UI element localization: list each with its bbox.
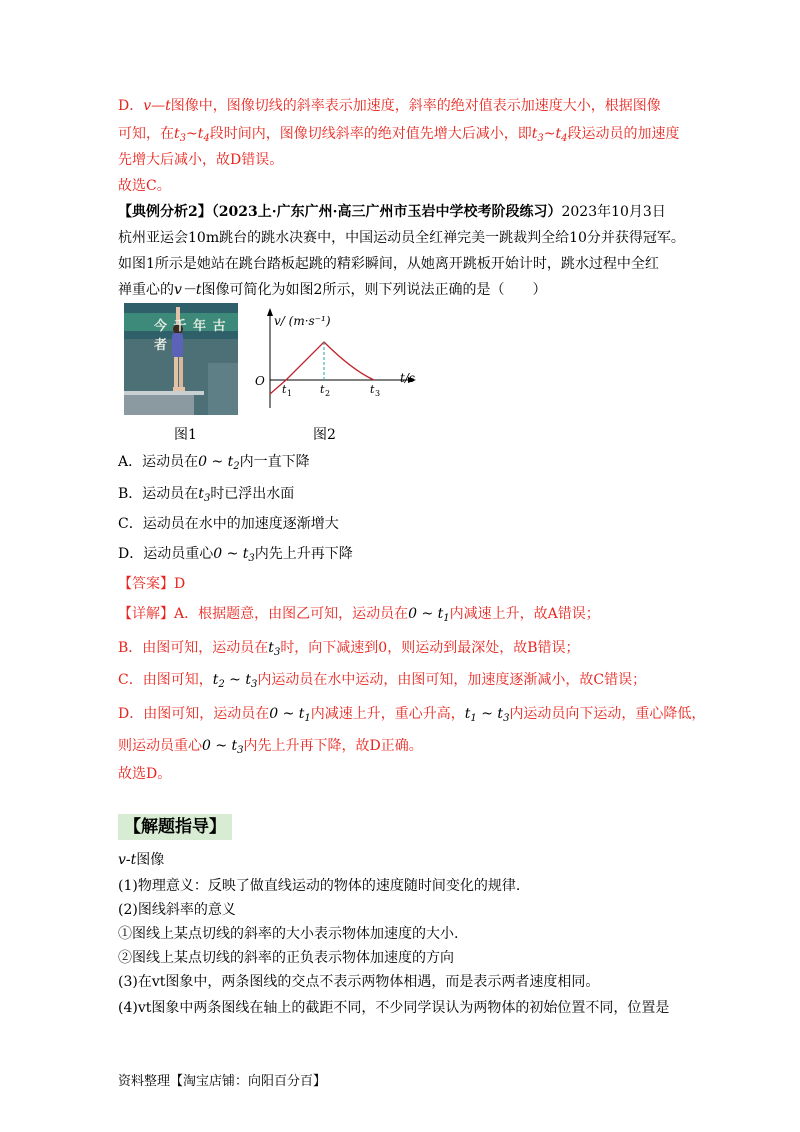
text: 内一直下降 — [239, 454, 310, 470]
time-range: 0 ~ t — [202, 738, 238, 754]
text: ~ — [543, 126, 556, 142]
example-line1 — [118, 202, 666, 222]
subscript: 3 — [203, 493, 211, 504]
subscript: 2 — [233, 461, 240, 472]
t3-subscript: 3 — [375, 389, 381, 398]
footer: 资料整理【淘宝店铺：向阳百分百】 — [118, 1074, 327, 1089]
vt-symbol: v－t — [174, 282, 202, 298]
diver-photo — [124, 303, 238, 415]
text: 则运动员重心 — [118, 738, 202, 754]
option-c: C．运动员在水中的加速度逐渐增大 — [118, 516, 339, 532]
detail-b — [118, 638, 580, 663]
text: 禅重心的 — [118, 282, 174, 298]
height-value: 10m — [188, 230, 220, 246]
t2-subscript: 2 — [325, 389, 331, 398]
vt-symbol: v—t — [143, 98, 171, 114]
x-axis-label: t/s — [400, 371, 416, 385]
text: D． — [118, 98, 144, 114]
prev-explanation-line1 — [118, 96, 661, 116]
guide-item: (2)图线斜率的意义 — [118, 902, 236, 918]
t-symbol: t — [268, 640, 274, 656]
detail-d1 — [118, 704, 705, 729]
t1-subscript: 1 — [287, 389, 293, 398]
text: 可知，在 — [118, 126, 174, 142]
subscript: 2 — [218, 679, 225, 690]
time-range: 0 ~ t — [213, 546, 249, 562]
subscript: 3 — [503, 713, 510, 724]
text: 图像中，图像切线的斜率表示加速度，斜率的绝对值表示加速度大小，根据图像 — [170, 98, 661, 114]
guide-heading: 【解题指导】 — [118, 814, 232, 840]
subscript: 4 — [561, 133, 568, 144]
text: 图像可简化为如图2所示，则下列说法正确的是（ ） — [201, 282, 547, 298]
text: 内运动员向下运动，重心降低， — [509, 706, 706, 722]
text: 跳台的跳水决赛中，中国运动员全红禅完美一跳裁判全给10分并获得冠军。 — [219, 230, 685, 246]
t2-label: t — [320, 383, 325, 396]
y-axis-arrow — [267, 308, 273, 316]
prev-choice: 故选C。 — [118, 178, 171, 194]
option-a — [118, 452, 310, 477]
detail-tag: 【详解】 — [118, 606, 174, 622]
vt-graph — [252, 306, 422, 416]
fig2-caption: 图2 — [313, 427, 336, 443]
detail-d2 — [118, 736, 423, 761]
text: 杭州亚运会 — [118, 230, 188, 246]
t-symbol: t — [555, 126, 562, 142]
time-range: 0 ~ t — [269, 706, 305, 722]
photo-banner-text: 今 千 年 古 者 — [154, 319, 227, 353]
text: A．运动员在 — [118, 454, 199, 470]
time-range: ~ t — [476, 706, 504, 722]
subscript: 3 — [248, 553, 255, 564]
text: 时已浮出水面 — [210, 486, 295, 502]
text: D．由图可知，运动员在 — [118, 706, 270, 722]
option-b — [118, 484, 294, 509]
detail-c — [118, 670, 646, 695]
text: 内先上升再下降，故D正确。 — [243, 738, 423, 754]
vt-symbol: v-t — [118, 852, 137, 868]
text: C．由图可知， — [118, 672, 213, 688]
time-range: 0 ~ t — [198, 454, 234, 470]
guide-item: (1)物理意义：反映了做直线运动的物体的速度随时间变化的规律. — [118, 878, 521, 894]
example-source: （2023上·广东广州·高三广州市玉岩中学校考阶段练习） — [211, 204, 562, 220]
example-tag: 【典例分析2】 — [118, 204, 212, 220]
subscript: 4 — [203, 133, 210, 144]
subscript: 3 — [273, 647, 281, 658]
t-symbol: t — [531, 126, 538, 142]
time-range: 0 ~ t — [408, 606, 444, 622]
subscript: 3 — [237, 745, 244, 756]
subscript: 1 — [470, 713, 477, 724]
text: 内减速上升，故A错误； — [449, 606, 600, 622]
text: 图像 — [136, 852, 165, 868]
t-symbol: t — [174, 126, 180, 142]
t-symbol: t — [212, 672, 219, 688]
t-symbol: t — [464, 706, 471, 722]
text: B．运动员在 — [118, 486, 199, 502]
text: D．运动员重心 — [118, 546, 214, 562]
text: ~ — [186, 126, 198, 142]
answer: 【答案】D — [118, 576, 186, 592]
option-d — [118, 544, 353, 569]
t3-label: t — [370, 383, 375, 396]
t-symbol: t — [198, 486, 204, 502]
prev-explanation-line3: 先增大后减小，故D错误。 — [118, 152, 284, 168]
text: B．由图可知，运动员在 — [118, 640, 269, 656]
subscript: 1 — [443, 613, 450, 624]
subscript: 1 — [304, 713, 311, 724]
example-line3: 如图1所示是她站在跳台踏板起跳的精彩瞬间，从她离开跳板开始计时，跳水过程中全红 — [118, 256, 659, 272]
guide-item: ②图线上某点切线的斜率的正负表示物体加速度的方向 — [118, 950, 454, 966]
example-line4 — [118, 280, 546, 300]
text: 段运动员的加速度 — [567, 126, 680, 142]
text: A．根据题意，由图乙可知，运动员在 — [174, 606, 409, 622]
text: 内减速上升，重心升高， — [310, 706, 465, 722]
subscript: 3 — [179, 133, 187, 144]
example-line2 — [118, 228, 685, 248]
y-axis-label: v/ (m·s⁻¹) — [274, 314, 331, 328]
subscript: 3 — [537, 133, 544, 144]
text: 内先上升再下降 — [254, 546, 353, 562]
t-symbol: t — [197, 126, 204, 142]
fig1-caption: 图1 — [174, 427, 197, 443]
detail-choice: 故选D。 — [118, 766, 172, 782]
text: 内运动员在水中运动，由图可知，加速度逐渐减小，故C错误； — [257, 672, 647, 688]
prev-explanation-line2 — [118, 124, 680, 149]
text: 段时间内，图像切线斜率的绝对值先增大后减小，即 — [209, 126, 532, 142]
subscript: 3 — [251, 679, 258, 690]
guide-topic — [118, 850, 164, 870]
text: 2023年10月3日 — [561, 204, 666, 220]
guide-item: ①图线上某点切线的斜率的大小表示物体加速度的大小. — [118, 926, 459, 942]
time-range: ~ t — [224, 672, 251, 688]
origin-label: O — [255, 374, 265, 388]
guide-item: (3)在vt图象中，两条图线的交点不表示两物体相遇，而是表示两者速度相同。 — [118, 974, 600, 990]
text: 时，向下减速到0，则运动到最深处，故B错误； — [280, 640, 580, 656]
detail-a — [118, 604, 600, 629]
guide-item: (4)vt图象中两条图线在轴上的截距不同，不少同学误认为两物体的初始位置不同，位置是 — [118, 1000, 670, 1016]
t1-label: t — [282, 383, 287, 396]
